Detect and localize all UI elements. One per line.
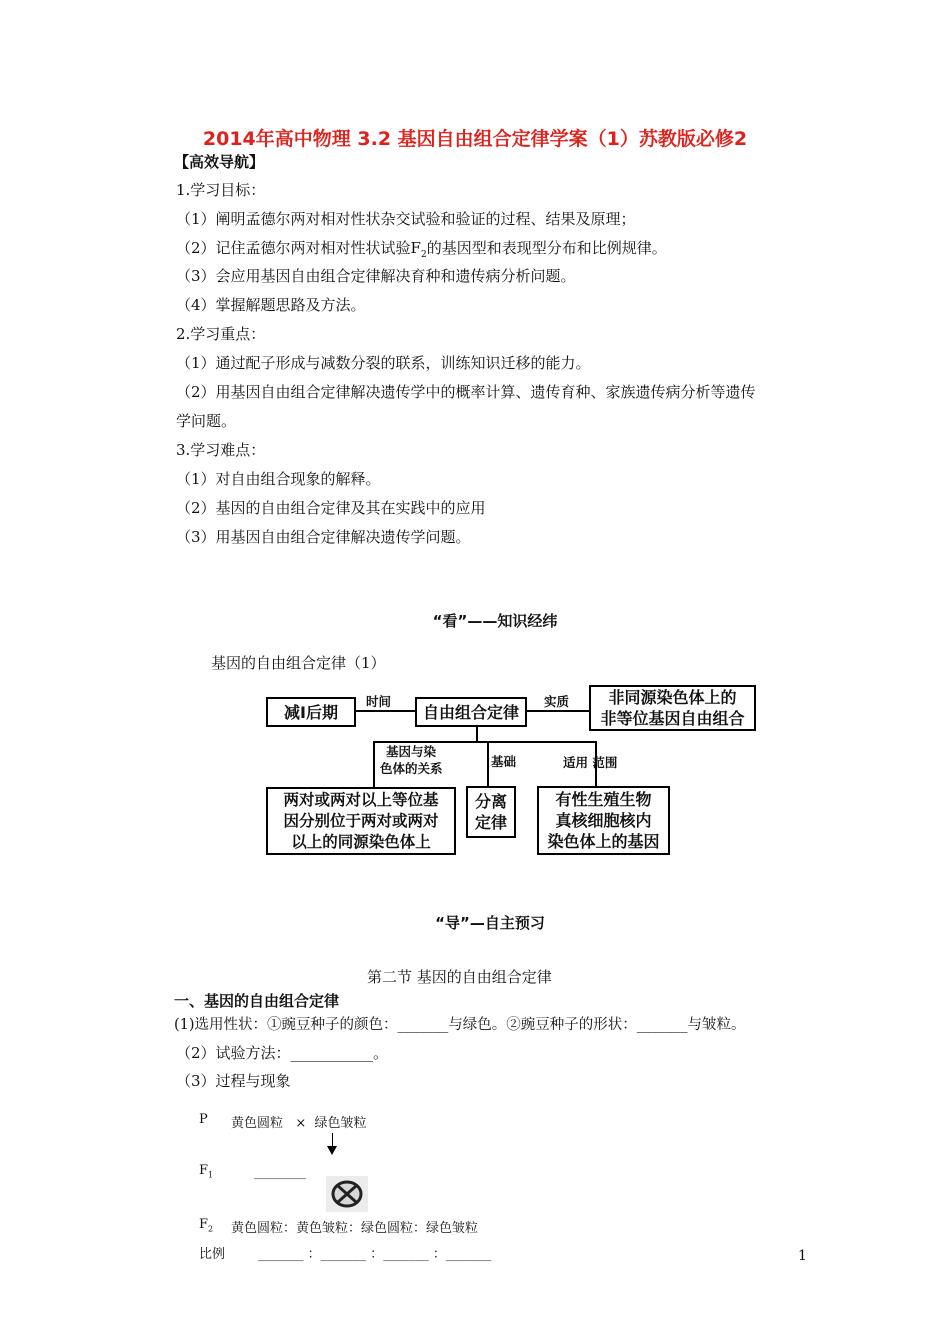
cross-f1-blank: ________ [254, 1165, 306, 1180]
difficulty-2: （2）基因的自由组合定律及其在实践中的应用 [176, 499, 486, 517]
goal-item-4: （4）掌握解题思路及方法。 [176, 296, 366, 314]
difficulties-heading: 3.学习难点： [176, 441, 266, 459]
cross-f2-subscript: 2 [208, 1224, 214, 1234]
diagram-caption: 基因的自由组合定律（1） [211, 654, 386, 672]
box-meiosis-anaphase: 减Ⅰ后期 [266, 697, 356, 727]
box-center-law: 自由组合定律 [415, 697, 527, 727]
box-scope-line-2: 真核细胞核内 [555, 811, 652, 830]
section-look-heading: “看”——知识经纬 [432, 612, 558, 630]
box-essence-line-2: 非等位基因自由组合 [600, 709, 745, 728]
box-gene-chromosome-line-2: 因分别位于两对或两对 [283, 811, 439, 830]
cross-ratio-label: 比例 [199, 1247, 226, 1262]
goal-item-2-subscript: 2 [420, 250, 427, 260]
cross-f2-text: 黄色圆粒：黄色皱粒：绿色圆粒：绿色皱粒 [231, 1221, 479, 1236]
difficulty-3: （3）用基因自由组合定律解决遗传学问题。 [176, 528, 471, 546]
goal-item-3: （3）会应用基因自由组合定律解决育种和遗传病分析问题。 [176, 267, 576, 285]
nav-heading: 【高效导航】 [174, 153, 265, 171]
box-scope-line-1: 有性生殖生物 [555, 790, 652, 809]
cross-f1-letter: F [199, 1163, 209, 1178]
connector-right [526, 710, 590, 712]
section-guide-heading: “导”—自主预习 [435, 914, 545, 932]
goal-item-1: （1）阐明孟德尔两对相对性状杂交试验和验证的过程、结果及原理； [176, 210, 636, 228]
connector-branch-1 [373, 741, 375, 787]
page-number: 1 [798, 1248, 807, 1264]
cross-f1-label [199, 1163, 213, 1180]
cross-f2-letter: F [199, 1217, 209, 1232]
goals-heading: 1.学习目标： [176, 181, 266, 199]
label-relation-line-2: 色体的关系 [380, 761, 443, 776]
box-essence-line-1: 非同源染色体上的 [608, 688, 737, 707]
label-basis: 基础 [491, 754, 517, 769]
difficulty-1: （1）对自由组合现象的解释。 [176, 470, 381, 488]
key-point-1: （1）通过配子形成与减数分裂的联系，训练知识迁移的能力。 [176, 354, 591, 372]
key-point-2-cont: 学问题。 [176, 412, 237, 430]
question-3: （3）过程与现象 [176, 1072, 291, 1090]
box-gene-chromosome-line-1: 两对或两对以上等位基 [283, 790, 439, 809]
part1-heading: 一、基因的自由组合定律 [174, 992, 340, 1010]
question-2: （2）试验方法：___________。 [176, 1044, 389, 1062]
cross-p-text: 黄色圆粒 × 绿色皱粒 [231, 1116, 367, 1131]
goal-item-2 [176, 238, 667, 265]
box-segregation [466, 786, 516, 838]
label-relation-line-1: 基因与染 [386, 744, 437, 759]
document-title: 2014年高中物理 3.2 基因自由组合定律学案（1）苏教版必修2 [202, 128, 748, 150]
cross-p-label: P [199, 1112, 208, 1127]
goal-item-2-text: （2）记住孟德尔两对相对性状试验F [176, 239, 421, 257]
connector-branch-2 [487, 741, 489, 786]
box-segregation-line-2: 定律 [474, 813, 507, 832]
box-scope [537, 786, 670, 855]
key-point-2: （2）用基因自由组合定律解决遗传学中的概率计算、遗传育种、家族遗传病分析等遗传 [176, 383, 756, 401]
box-gene-chromosome-line-3: 以上的同源染色体上 [291, 832, 431, 851]
box-segregation-line-1: 分离 [474, 792, 507, 811]
box-scope-line-3: 染色体上的基因 [547, 832, 660, 851]
chapter-title: 第二节 基因的自由组合定律 [367, 968, 552, 986]
connector-branch [373, 741, 597, 743]
label-time: 时间 [366, 694, 392, 709]
question-1: (1)选用性状：①豌豆种子的颜色：_______与绿色。②豌豆种子的形状：_______与皱粒。 [174, 1017, 746, 1033]
box-essence [589, 685, 756, 731]
cross-f1-subscript: 1 [208, 1170, 214, 1180]
cross-f2-label [199, 1217, 213, 1234]
selfing-symbol-icon [326, 1176, 368, 1212]
connector-left [356, 710, 416, 712]
key-points-heading: 2.学习重点： [176, 325, 266, 343]
goal-item-2-rest: 的基因型和表现型分布和比例规律。 [426, 239, 667, 257]
label-scope: 适用 范围 [563, 755, 618, 770]
box-gene-chromosome [266, 787, 456, 855]
label-essence: 实质 [544, 694, 570, 709]
arrow-down-icon [327, 1146, 337, 1155]
cross-ratio-blanks: _______ ：_______ ：_______ ：_______ [258, 1247, 492, 1262]
